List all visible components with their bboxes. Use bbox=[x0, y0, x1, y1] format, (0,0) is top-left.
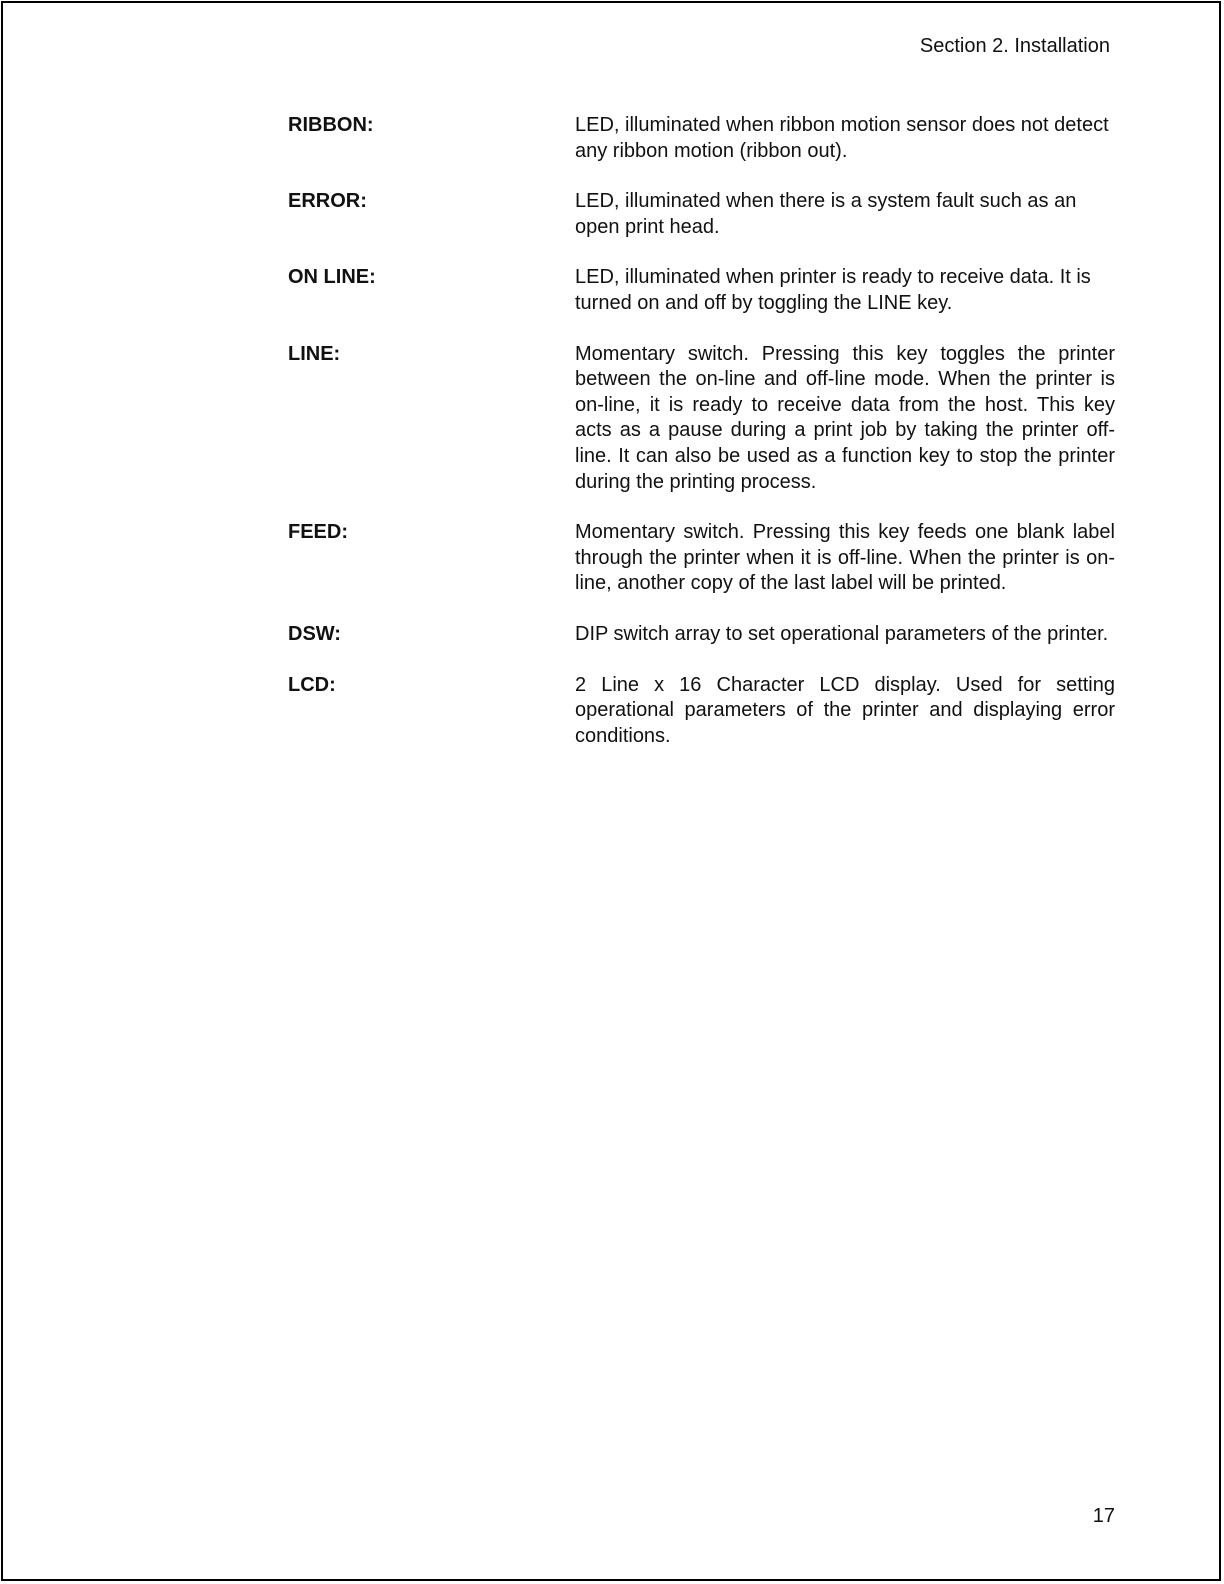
term-label: ERROR: bbox=[288, 190, 367, 213]
term-label: RIBBON: bbox=[288, 114, 374, 136]
term-description: Momentary switch. Pressing this key toggles the printer between the on-line and off-line mode. When the printer is on-line, it is ready to receive data from the host. This key acts as a pause during a print job by taking the printer off-line. It can also be used as a function key to stop the printer during the printing process. bbox=[575, 342, 1115, 493]
term-label: FEED: bbox=[288, 521, 348, 544]
entry-line bbox=[288, 342, 1118, 496]
entry-lcd bbox=[288, 673, 1118, 750]
entry-feed bbox=[288, 520, 1118, 597]
term-label: LCD: bbox=[288, 673, 336, 696]
term-description: DIP switch array to set operational parameters of the printer. bbox=[575, 622, 1109, 645]
page-number: 17 bbox=[1092, 1505, 1115, 1527]
term-label: LINE: bbox=[288, 342, 341, 365]
term-description: LED, illuminated when ribbon motion sensor does not detect any ribbon motion (ribbon out). bbox=[575, 114, 1109, 162]
entry-on-line bbox=[288, 265, 1118, 316]
term-description: LED, illuminated when printer is ready to receive data. It is turned on and off by toggling the LINE key. bbox=[575, 266, 1091, 314]
entry-error bbox=[288, 189, 1118, 240]
term-description: Momentary switch. Pressing this key feeds one blank label through the printer when it is off-line. When the printer is on-line, another copy of the last label will be printed. bbox=[575, 521, 1115, 595]
term-description: 2 Line x 16 Character LCD display. Used for setting operational parameters of the printer and displaying error conditions. bbox=[575, 673, 1115, 747]
term-label: ON LINE: bbox=[288, 266, 376, 289]
term-description: LED, illuminated when there is a system fault such as an open print head. bbox=[575, 190, 1077, 238]
definition-list bbox=[288, 113, 1118, 774]
entry-ribbon bbox=[288, 113, 1118, 164]
entry-dsw bbox=[288, 622, 1118, 648]
term-label: DSW: bbox=[288, 622, 341, 645]
section-header: Section 2. Installation bbox=[919, 35, 1110, 57]
